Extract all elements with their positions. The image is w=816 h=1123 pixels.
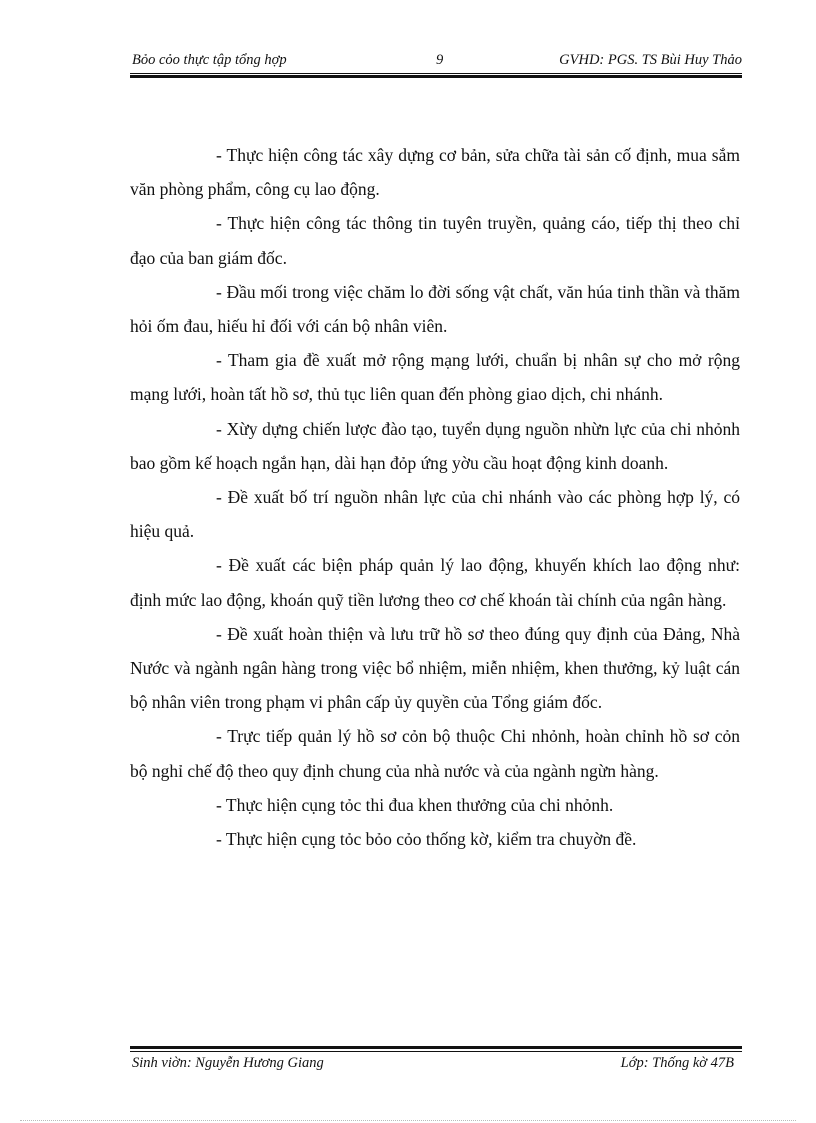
paragraph: - Tham gia đề xuất mở rộng mạng lưới, chuẩn bị nhân sự cho mở rộng mạng lưới, hoàn tất hồ sơ, thủ tục liên quan đến phòng giao dịch, chi nhánh. <box>130 350 740 405</box>
footer-rule-thick <box>130 1046 742 1049</box>
paragraph: - Trực tiếp quản lý hồ sơ cỏn bộ thuộc Chi nhỏnh, hoàn chỉnh hồ sơ cỏn bộ nghỉ chế độ theo quy định chung của nhà nước và của ngành ngừn hàng. <box>130 726 740 781</box>
page-footer <box>130 1055 742 1075</box>
paragraph: - Thực hiện cụng tỏc bỏo cỏo thống kờ, kiểm tra chuyờn đề. <box>216 829 637 850</box>
page-bottom-edge <box>20 1120 796 1121</box>
page-header <box>130 52 742 72</box>
footer-student: Sinh viờn: Nguyễn Hương Giang <box>132 1055 324 1071</box>
paragraph: - Xừy dựng chiến lược đào tạo, tuyển dụng nguồn nhừn lực của chi nhỏnh bao gồm kế hoạch ngắn hạn, dài hạn đỏp ứng yờu cầu hoạt động kinh doanh. <box>130 418 740 473</box>
paragraph: - Thực hiện công tác thông tin tuyên truyền, quảng cáo, tiếp thị theo chỉ đạo của ban giám đốc. <box>130 213 740 268</box>
footer-class: Lớp: Thống kờ 47B <box>620 1055 734 1071</box>
paragraph: - Đề xuất bố trí nguồn nhân lực của chi nhánh vào các phòng hợp lý, có hiệu quả. <box>130 487 740 542</box>
header-page-number: 9 <box>436 52 444 68</box>
paragraph: - Đầu mối trong việc chăm lo đời sống vật chất, văn húa tinh thần và thăm hỏi ốm đau, hiếu hỉ đối với cán bộ nhân viên. <box>130 281 740 337</box>
paragraph: - Đề xuất hoàn thiện và lưu trữ hồ sơ theo đúng quy định của Đảng, Nhà Nước và ngành ngân hàng trong việc bổ nhiệm, miễn nhiệm, khen thưởng, kỷ luật cán bộ nhân viên trong phạm vi phân cấp ủy quyền của Tổng giám đốc. <box>130 623 740 713</box>
paragraph: - Thực hiện công tác xây dựng cơ bản, sửa chữa tài sản cố định, mua sắm văn phòng phẩm, công cụ lao động. <box>130 145 740 200</box>
footer-rule-thin <box>130 1051 742 1052</box>
paragraph: - Thực hiện cụng tỏc thi đua khen thưởng của chi nhỏnh. <box>216 794 614 815</box>
header-rule-thin <box>130 73 742 74</box>
header-supervisor: GVHD: PGS. TS Bùi Huy Thảo <box>559 52 742 68</box>
header-report-title: Bỏo cỏo thực tập tổng hợp <box>132 52 287 68</box>
paragraph: - Đề xuất các biện pháp quản lý lao động, khuyến khích lao động như: định mức lao động, khoán quỹ tiền lương theo cơ chế khoán tài chính của ngân hàng. <box>130 555 740 610</box>
header-rule-thick <box>130 75 742 78</box>
body-text <box>130 138 740 856</box>
